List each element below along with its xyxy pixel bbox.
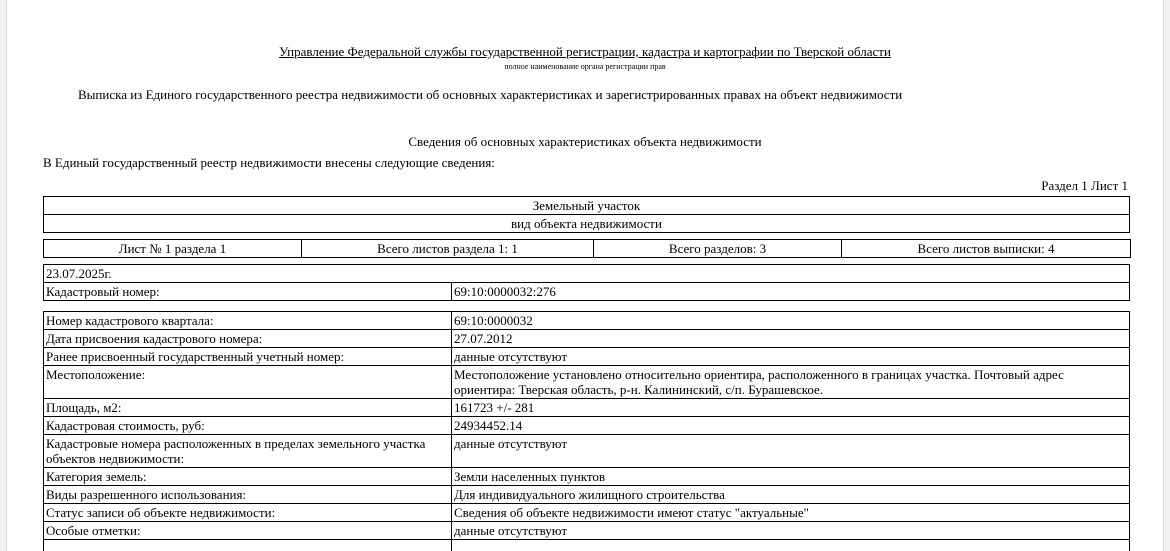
row-value: 27.07.2012 [452,330,1130,348]
sheet-info-table [43,239,1131,258]
cadastral-number-value: 69:10:0000032:276 [452,283,1130,301]
table-row [44,486,1130,504]
table-row [44,468,1130,486]
table-row [44,348,1130,366]
extract-title: Выписка из Единого государственного реестра недвижимости об основных характеристиках и зарегистрированных правах на объект недвижимости [78,87,903,102]
table-row [44,435,1130,468]
row-label: Площадь, м2: [44,399,452,417]
row-value: 69:10:0000032 [452,312,1130,330]
object-kind: Земельный участок [44,197,1130,215]
section-sheet-label: Раздел 1 Лист 1 [1041,178,1128,193]
row-label: Номер кадастрового квартала: [44,312,452,330]
cadastral-number-label: Кадастровый номер: [44,283,452,301]
intro-text: В Единый государственный реестр недвижимости внесены следующие сведения: [43,155,495,170]
row-value: данные отсутствуют [452,435,1130,468]
characteristics-table [43,311,1130,551]
document-page [6,0,1164,551]
row-value: данные отсутствуют [452,348,1130,366]
row-label: Статус записи об объекте недвижимости: [44,504,452,522]
total-sections: Всего разделов: 3 [594,240,842,258]
section-title: Сведения об основных характеристиках объекта недвижимости [408,134,762,149]
row-value: Земли населенных пунктов [452,468,1130,486]
row-value: 24934452.14 [452,417,1130,435]
table-row [44,312,1130,330]
row-label: Дата присвоения кадастрового номера: [44,330,452,348]
row-label: Особые отметки: [44,522,452,540]
row-label: Кадастровая стоимость, руб: [44,417,452,435]
table-row [44,399,1130,417]
row-value: Сведения об объекте недвижимости имеют статус "актуальные" [452,504,1130,522]
total-section-sheets: Всего листов раздела 1: 1 [302,240,594,258]
extract-date: 23.07.2025г. [44,265,1130,283]
table-row [44,522,1130,540]
row-value: 161723 +/- 281 [452,399,1130,417]
table-row [44,330,1130,348]
authority-caption: полное наименование органа регистрации прав [504,62,666,71]
table-row [44,504,1130,522]
sheet-number: Лист № 1 раздела 1 [44,240,302,258]
row-label: Местоположение: [44,366,452,399]
row-value: данные отсутствуют [452,522,1130,540]
table-row-cut-off [44,540,1130,551]
row-label: Категория земель: [44,468,452,486]
table-row [44,366,1130,399]
row-label: Виды разрешенного использования: [44,486,452,504]
row-value: Местоположение установлено относительно ориентира, расположенного в границах участка. Почтовый адрес ориентира: Тверская область, р-н. Калининский, с/п. Бурашевское. [452,366,1130,399]
object-kind-caption: вид объекта недвижимости [44,215,1130,233]
row-label: Ранее присвоенный государственный учетный номер: [44,348,452,366]
table-row [44,417,1130,435]
object-kind-table [43,196,1130,233]
total-extract-sheets: Всего листов выписки: 4 [842,240,1131,258]
row-label: Кадастровые номера расположенных в пределах земельного участка объектов недвижимости: [44,435,452,468]
registration-authority: Управление Федеральной службы государственной регистрации, кадастра и картографии по Тверской области [279,44,891,59]
row-value: Для индивидуального жилищного строительства [452,486,1130,504]
cadastral-number-table [43,264,1130,301]
